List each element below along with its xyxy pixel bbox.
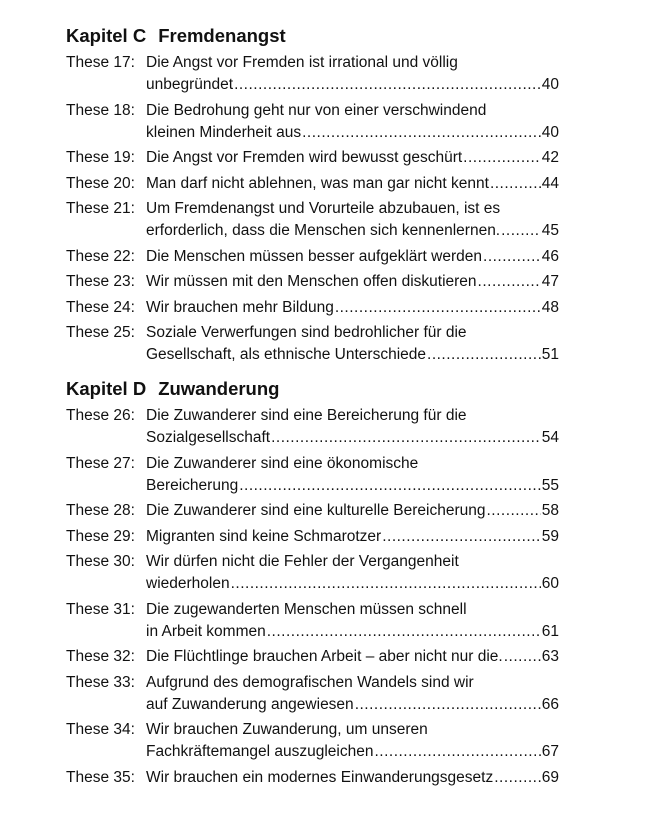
page-number: 66 bbox=[541, 695, 559, 713]
toc-entry-line bbox=[66, 246, 559, 268]
thesis-text: kleinen Minderheit aus bbox=[146, 123, 302, 141]
toc-entry-line bbox=[66, 344, 559, 366]
dot-leader bbox=[231, 573, 541, 595]
toc-entry bbox=[66, 767, 559, 789]
dot-leader bbox=[302, 122, 541, 144]
page-number: 67 bbox=[541, 743, 559, 760]
dot-leader bbox=[490, 173, 541, 195]
thesis-text: Um Fremdenangst und Vorurteile abzubauen, ist es bbox=[146, 200, 501, 217]
thesis-number: These 32: bbox=[66, 648, 135, 665]
toc-entry bbox=[66, 599, 559, 643]
toc-entry-line bbox=[66, 147, 559, 169]
thesis-text: Aufgrund des demografischen Wandels sind wir bbox=[146, 673, 474, 691]
toc-entry-line bbox=[66, 173, 559, 195]
page-number: 40 bbox=[541, 76, 559, 93]
thesis-text: Gesellschaft, als ethnische Unterschiede bbox=[146, 346, 427, 363]
toc-entry bbox=[66, 526, 559, 548]
thesis-text: unbegründet bbox=[146, 76, 234, 93]
dot-leader bbox=[427, 344, 541, 366]
thesis-number: These 25: bbox=[66, 324, 135, 341]
dot-leader bbox=[463, 147, 541, 169]
dot-leader bbox=[234, 74, 541, 96]
toc-entry bbox=[66, 719, 559, 763]
toc-entry-line bbox=[66, 500, 559, 522]
toc-entry-line bbox=[66, 405, 559, 427]
toc-entry-line bbox=[66, 453, 559, 475]
dot-leader bbox=[494, 767, 541, 789]
toc-entry-line bbox=[66, 767, 559, 789]
thesis-text: Man darf nicht ablehnen, was man gar nicht kennt bbox=[146, 174, 489, 192]
thesis-number: These 24: bbox=[66, 298, 135, 316]
chapter-label: Kapitel C bbox=[66, 25, 147, 46]
dot-leader bbox=[271, 427, 541, 449]
toc-entry-line bbox=[66, 599, 559, 621]
thesis-text: Wir dürfen nicht die Fehler der Vergangenheit bbox=[146, 553, 459, 570]
thesis-text: Wir müssen mit den Menschen offen diskutieren bbox=[146, 273, 477, 290]
toc-entry bbox=[66, 500, 559, 522]
thesis-number: These 29: bbox=[66, 527, 135, 545]
dot-leader bbox=[382, 526, 541, 548]
thesis-text: Soziale Verwerfungen sind bedrohlicher für die bbox=[146, 324, 467, 341]
toc-entry-line bbox=[66, 198, 559, 220]
thesis-text: Migranten sind keine Schmarotzer bbox=[146, 527, 382, 545]
dot-leader bbox=[239, 475, 541, 497]
thesis-text: Die zugewanderten Menschen müssen schnell bbox=[146, 600, 467, 618]
page-number: 63 bbox=[541, 648, 559, 665]
thesis-number: These 30: bbox=[66, 553, 135, 570]
thesis-number: These 34: bbox=[66, 721, 135, 738]
thesis-text: Bereicherung bbox=[146, 476, 239, 494]
thesis-text: in Arbeit kommen bbox=[146, 622, 266, 640]
thesis-text: Die Angst vor Fremden ist irrational und völlig bbox=[146, 54, 458, 71]
page-number: 51 bbox=[541, 346, 559, 363]
chapter-label: Kapitel D bbox=[66, 378, 147, 399]
thesis-text: erforderlich, dass die Menschen sich kennenlernen. bbox=[146, 222, 501, 239]
dot-leader bbox=[335, 297, 541, 319]
toc-entry bbox=[66, 672, 559, 716]
dot-leader bbox=[483, 246, 541, 268]
toc-entry-line bbox=[66, 694, 559, 716]
thesis-text: Fachkräftemangel auszugleichen bbox=[146, 743, 374, 760]
page-number: 59 bbox=[541, 527, 559, 545]
page-number: 54 bbox=[541, 429, 559, 446]
thesis-number: These 35: bbox=[66, 768, 135, 786]
dot-leader bbox=[486, 500, 540, 522]
thesis-text: Die Menschen müssen besser aufgeklärt werden bbox=[146, 247, 483, 265]
toc-entry bbox=[66, 271, 559, 293]
chapter-entries bbox=[66, 405, 559, 792]
toc-entry-line bbox=[66, 526, 559, 548]
toc-entry-line bbox=[66, 220, 559, 242]
dot-leader bbox=[374, 741, 540, 763]
toc-entry bbox=[66, 551, 559, 595]
chapter-title: Zuwanderung bbox=[158, 378, 280, 399]
thesis-text: Die Zuwanderer sind eine ökonomische bbox=[146, 454, 419, 472]
thesis-number: These 19: bbox=[66, 149, 135, 166]
toc-entry-line bbox=[66, 271, 559, 293]
thesis-text: Die Zuwanderer sind eine kulturelle Bereicherung bbox=[146, 502, 486, 519]
thesis-number: These 20: bbox=[66, 174, 135, 192]
chapter-title: Fremdenangst bbox=[158, 25, 286, 46]
thesis-number: These 18: bbox=[66, 101, 135, 119]
toc-entry bbox=[66, 100, 559, 144]
page-number: 69 bbox=[541, 768, 559, 786]
chapter-heading bbox=[66, 25, 286, 47]
page-number: 46 bbox=[541, 247, 559, 265]
page-number: 48 bbox=[541, 298, 559, 316]
thesis-text: wiederholen bbox=[146, 575, 230, 592]
chapter-heading bbox=[66, 378, 279, 400]
thesis-text: Die Angst vor Fremden wird bewusst geschürt bbox=[146, 149, 463, 166]
page-number: 58 bbox=[541, 502, 559, 519]
dot-leader bbox=[504, 646, 541, 668]
thesis-text: Die Flüchtlinge brauchen Arbeit – aber nicht nur die. bbox=[146, 648, 503, 665]
toc-entry-line bbox=[66, 621, 559, 643]
thesis-number: These 21: bbox=[66, 200, 135, 217]
dot-leader bbox=[267, 621, 541, 643]
toc-entry-line bbox=[66, 322, 559, 344]
thesis-text: Die Bedrohung geht nur von einer verschwindend bbox=[146, 101, 487, 119]
toc-entry-line bbox=[66, 719, 559, 741]
thesis-number: These 23: bbox=[66, 273, 135, 290]
thesis-number: These 31: bbox=[66, 600, 135, 618]
toc-entry-line bbox=[66, 100, 559, 122]
toc-entry bbox=[66, 297, 559, 319]
toc-entry-line bbox=[66, 741, 559, 763]
thesis-number: These 26: bbox=[66, 407, 135, 424]
toc-entry bbox=[66, 246, 559, 268]
dot-leader bbox=[501, 220, 541, 242]
page-number: 40 bbox=[541, 123, 559, 141]
thesis-number: These 17: bbox=[66, 54, 135, 71]
toc-entry bbox=[66, 405, 559, 449]
thesis-text: auf Zuwanderung angewiesen bbox=[146, 695, 354, 713]
toc-entry bbox=[66, 147, 559, 169]
thesis-number: These 27: bbox=[66, 454, 135, 472]
toc-entry-line bbox=[66, 551, 559, 573]
toc-entry bbox=[66, 646, 559, 668]
toc-entry bbox=[66, 173, 559, 195]
page-number: 61 bbox=[541, 622, 559, 640]
toc-entry-line bbox=[66, 475, 559, 497]
toc-entry-line bbox=[66, 427, 559, 449]
toc-entry-line bbox=[66, 122, 559, 144]
dot-leader bbox=[478, 271, 541, 293]
thesis-number: These 33: bbox=[66, 673, 135, 691]
thesis-text: Wir brauchen ein modernes Einwanderungsgesetz bbox=[146, 768, 494, 786]
thesis-text: Wir brauchen Zuwanderung, um unseren bbox=[146, 721, 428, 738]
toc-entry-line bbox=[66, 297, 559, 319]
toc-entry bbox=[66, 322, 559, 366]
toc-entry-line bbox=[66, 74, 559, 96]
toc-entry-line bbox=[66, 52, 559, 74]
thesis-number: These 28: bbox=[66, 502, 135, 519]
toc-entry bbox=[66, 453, 559, 497]
page-number: 44 bbox=[541, 174, 559, 192]
thesis-text: Sozialgesellschaft bbox=[146, 429, 271, 446]
thesis-number: These 22: bbox=[66, 247, 135, 265]
thesis-text: Die Zuwanderer sind eine Bereicherung für die bbox=[146, 407, 467, 424]
page-number: 45 bbox=[541, 222, 559, 239]
page-number: 42 bbox=[541, 149, 559, 166]
page-number: 47 bbox=[541, 273, 559, 290]
page-number: 55 bbox=[541, 476, 559, 494]
dot-leader bbox=[355, 694, 541, 716]
thesis-text: Wir brauchen mehr Bildung bbox=[146, 298, 334, 316]
page-number: 60 bbox=[541, 575, 559, 592]
toc-entry-line bbox=[66, 672, 559, 694]
toc-entry bbox=[66, 52, 559, 96]
toc-entry bbox=[66, 198, 559, 242]
toc-entry-line bbox=[66, 646, 559, 668]
toc-entry-line bbox=[66, 573, 559, 595]
chapter-entries bbox=[66, 52, 559, 370]
